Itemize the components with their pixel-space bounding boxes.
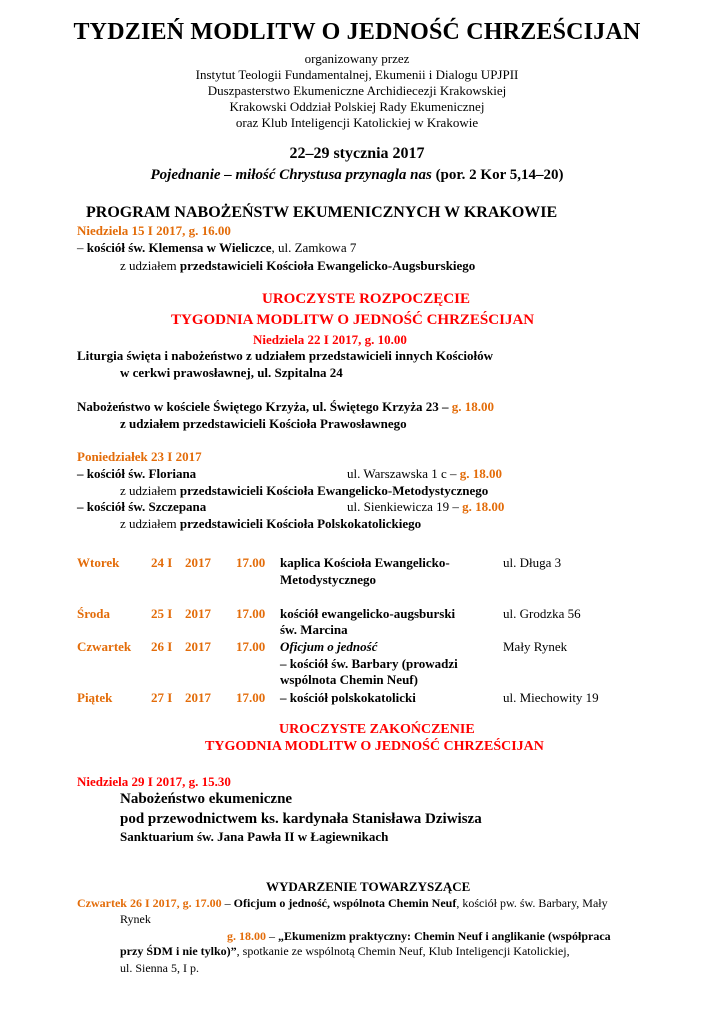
organizer-line: Krakowski Oddział Polskiej Rady Ekumenicznej <box>229 99 485 114</box>
schedule-place: Oficjum o jedność <box>280 639 378 654</box>
address-text: ul. Warszawska 1 c – <box>347 466 460 481</box>
event-name: Oficjum o jedność, wspólnota Chemin Neuf <box>233 896 457 910</box>
organizer-line: Duszpasterstwo Ekumeniczne Archidiecezji Krakowskiej <box>207 83 507 98</box>
schedule-place: wspólnota Chemin Neuf) <box>280 672 418 687</box>
event-meeting: , spotkanie ze wspólnotą Chemin Neuf, Klub Inteligencji Katolickiej, <box>236 944 570 958</box>
service-time: g. 18.00 <box>459 466 503 481</box>
liturgy-location: w cerkwi prawosławnej, ul. Szpitalna 24 <box>120 365 343 380</box>
schedule-place: Metodystycznego <box>280 572 377 587</box>
schedule-date: 27 I <box>151 690 173 705</box>
event-date: Czwartek 26 I 2017, g. 17.00 <box>77 896 222 910</box>
monday-address <box>347 466 502 482</box>
organizer-line: oraz Klub Inteligencji Katolickiej w Krakowie <box>235 115 479 130</box>
page-title: TYDZIEŃ MODLITW O JEDNOŚĆ CHRZEŚCIJAN <box>73 19 641 45</box>
schedule-time: 17.00 <box>236 639 266 654</box>
church-name: kościół św. Klemensa w Wieliczce <box>86 240 272 255</box>
dash: – <box>266 929 278 943</box>
schedule-place: – kościół św. Barbary (prowadzi <box>280 656 458 671</box>
event-title: „Ekumenizm praktyczny: Chemin Neuf i anglikanie (współpraca <box>278 929 611 943</box>
address-text: ul. Sienkiewicza 19 – <box>347 499 463 514</box>
schedule-address: ul. Długa 3 <box>503 555 562 570</box>
with-church: przedstawicieli Kościoła Ewangelicko-Metodystycznego <box>179 483 489 498</box>
schedule-place: św. Marcina <box>280 622 348 637</box>
schedule-time: 17.00 <box>236 690 266 705</box>
schedule-day: Wtorek <box>77 555 120 570</box>
sunday-15-church <box>77 240 356 256</box>
schedule-year: 2017 <box>185 555 211 570</box>
opening-heading: UROCZYSTE ROZPOCZĘCIE <box>262 291 470 307</box>
schedule-address: ul. Grodzka 56 <box>503 606 581 621</box>
with-prefix: z udziałem <box>120 483 180 498</box>
schedule-place: kościół ewangelicko-augsburski <box>280 606 456 621</box>
monday-church: – kościół św. Floriana <box>77 466 197 481</box>
motto <box>0 167 714 184</box>
organizer-line: Instytut Teologii Fundamentalnej, Ekumenii i Dialogu UPJPII <box>195 67 519 82</box>
motto-text: Pojednanie – miłość Chrystusa przynagla nas <box>150 167 432 183</box>
event-line-1 <box>77 896 608 911</box>
event-line-3 <box>120 944 570 959</box>
with-church: przedstawicieli Kościoła Ewangelicko-Augsburskiego <box>179 258 476 273</box>
date-sunday-22: Niedziela 22 I 2017, g. 10.00 <box>253 332 407 347</box>
closing-location: Sanktuarium św. Jana Pawła II w Łagiewnikach <box>120 829 389 844</box>
holy-cross-service <box>77 399 494 415</box>
closing-leader: pod przewodnictwem ks. kardynała Stanisława Dziwisza <box>120 811 482 827</box>
closing-subheading: TYGODNIA MODLITW O JEDNOŚĆ CHRZEŚCIJAN <box>205 739 544 754</box>
sunday-15-with <box>120 258 475 274</box>
schedule-year: 2017 <box>185 606 211 621</box>
holy-cross-text: Nabożeństwo w kościele Świętego Krzyża, ul. Świętego Krzyża 23 – <box>77 399 452 414</box>
closing-service: Nabożeństwo ekumeniczne <box>120 791 293 807</box>
schedule-time: 17.00 <box>236 555 266 570</box>
date-sunday-29: Niedziela 29 I 2017, g. 15.30 <box>77 774 231 789</box>
program-title: PROGRAM NABOŻEŃSTW EKUMENICZNYCH W KRAKOWIE <box>86 204 558 221</box>
schedule-date: 26 I <box>151 639 173 654</box>
liturgy-line: Liturgia święta i nabożeństwo z udziałem przedstawicieli innych Kościołów <box>77 348 493 363</box>
schedule-address: Mały Rynek <box>503 639 568 654</box>
dash: – <box>221 896 234 910</box>
with-church: przedstawicieli Kościoła Polskokatolickiego <box>179 516 422 531</box>
schedule-date: 25 I <box>151 606 173 621</box>
monday-with <box>120 483 488 499</box>
church-address: , ul. Zamkowa 7 <box>271 240 357 255</box>
schedule-date: 24 I <box>151 555 173 570</box>
schedule-year: 2017 <box>185 639 211 654</box>
schedule-day: Piątek <box>77 690 113 705</box>
monday-church: – kościół św. Szczepana <box>77 499 207 514</box>
schedule-place: kaplica Kościoła Ewangelicko- <box>280 555 450 570</box>
holy-cross-time: g. 18.00 <box>451 399 495 414</box>
service-time: g. 18.00 <box>462 499 505 514</box>
opening-subheading: TYGODNIA MODLITW O JEDNOŚĆ CHRZEŚCIJAN <box>171 312 535 328</box>
with-prefix: z udziałem <box>120 516 180 531</box>
closing-heading: UROCZYSTE ZAKOŃCZENIE <box>279 722 475 737</box>
event-title-end: przy ŚDM i nie tylko)” <box>120 944 237 958</box>
dash: – <box>77 240 87 255</box>
date-sunday-15: Niedziela 15 I 2017, g. 16.00 <box>77 223 231 238</box>
organized-by: organizowany przez <box>304 51 410 66</box>
schedule-day: Środa <box>77 606 110 621</box>
monday-with <box>120 516 421 532</box>
schedule-day: Czwartek <box>77 639 132 654</box>
motto-ref: (por. 2 Kor 5,14–20) <box>431 167 564 183</box>
with-prefix: z udziałem <box>120 258 180 273</box>
event-place: , kościół pw. św. Barbary, Mały <box>456 896 608 910</box>
date-monday-23: Poniedziałek 23 I 2017 <box>77 449 202 464</box>
schedule-place: – kościół polskokatolicki <box>280 690 416 705</box>
event-dates: 22–29 stycznia 2017 <box>289 145 425 162</box>
schedule-year: 2017 <box>185 690 211 705</box>
holy-cross-with: z udziałem przedstawicieli Kościoła Prawosławnego <box>120 416 407 431</box>
event-time: g. 18.00 <box>227 929 266 943</box>
event-line-4: ul. Sienna 5, I p. <box>120 961 199 975</box>
event-line-2 <box>227 929 611 944</box>
schedule-address: ul. Miechowity 19 <box>503 690 599 705</box>
schedule-time: 17.00 <box>236 606 266 621</box>
monday-address <box>347 499 504 515</box>
event-line-1b: Rynek <box>120 912 151 926</box>
event-heading: WYDARZENIE TOWARZYSZĄCE <box>266 879 471 894</box>
